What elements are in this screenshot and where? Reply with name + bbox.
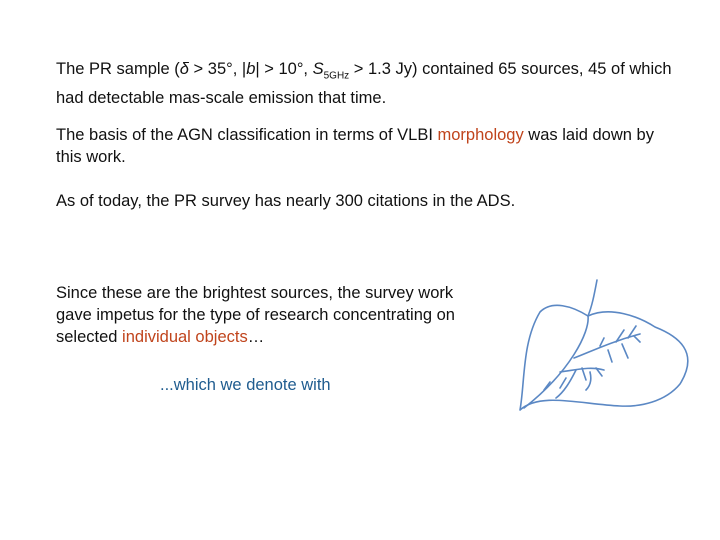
flux-symbol: S bbox=[312, 60, 324, 78]
leaf-icon bbox=[500, 272, 700, 432]
delta-symbol: δ bbox=[179, 60, 189, 78]
classification-paragraph: The basis of the AGN classification in terms of VLBI morphology was laid down by this work. bbox=[56, 126, 654, 166]
pr-sample-paragraph: The PR sample (δ > 35°, |b| > 10°, $S_{5GHz} > 1.3$ Jy) contained 65 sources, 45 of which had detectable mas-scale emission that time. bbox=[56, 60, 672, 108]
morphology-highlight: morphology bbox=[437, 126, 524, 144]
flux-subscript: 5GHz bbox=[323, 70, 350, 82]
citations-paragraph: As of today, the PR survey has nearly 300 citations in the ADS. bbox=[56, 192, 516, 210]
denote-note: ...which we denote with bbox=[160, 376, 331, 394]
latitude-symbol: b bbox=[246, 60, 256, 78]
impetus-paragraph: Since these are the brightest sources, the survey work gave impetus for the type of research concentrating on selected individual objects… bbox=[56, 284, 455, 346]
individual-objects-highlight: individual objects bbox=[122, 328, 248, 346]
